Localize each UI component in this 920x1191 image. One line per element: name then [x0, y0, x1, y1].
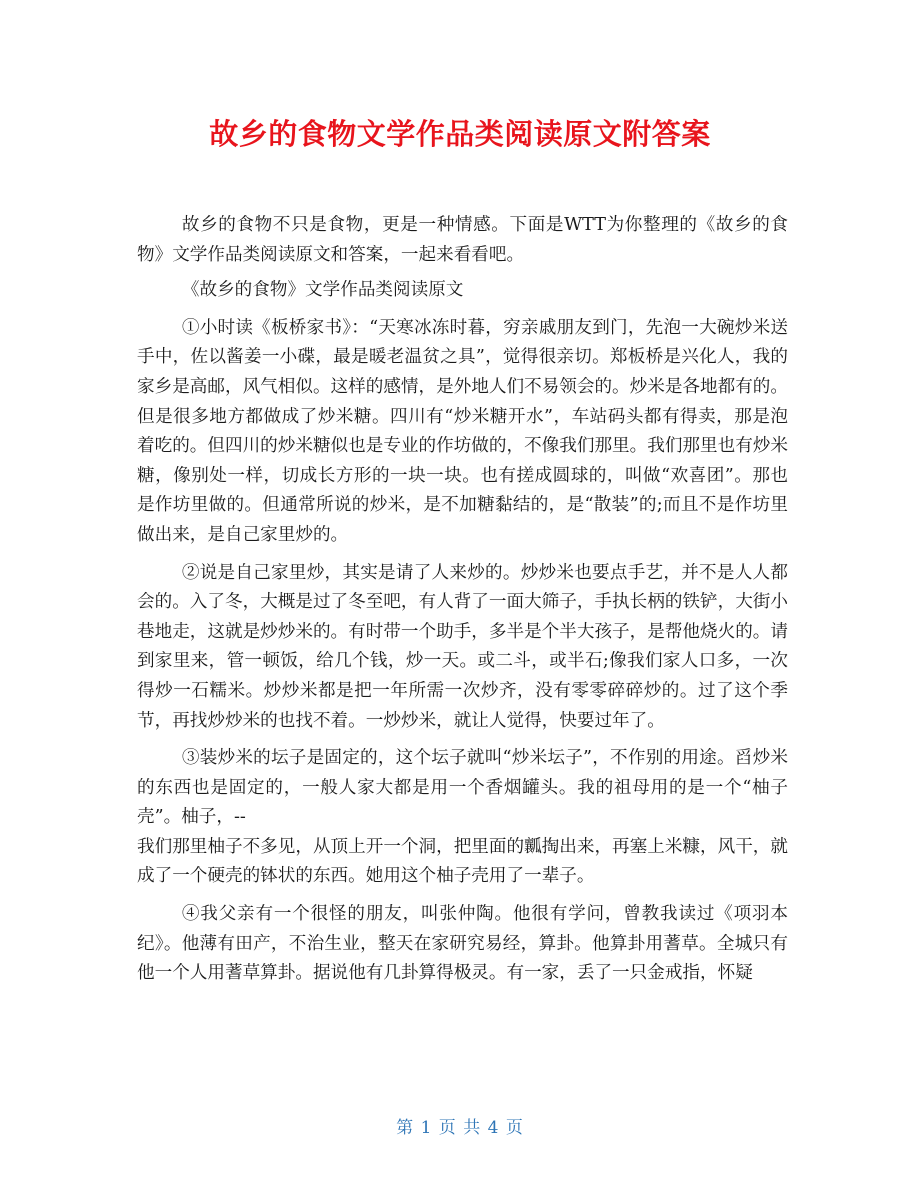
- paragraph-4: ④我父亲有一个很怪的朋友，叫张仲陶。他很有学问，曾教我读过《项羽本纪》。他薄有田产，不治生业，整天在家研究易经，算卦。他算卦用蓍草。全城只有他一个人用蓍草算卦。据说他有几卦算得极灵。有一家，丢了一只金戒指，怀疑: [137, 904, 788, 984]
- paragraph-1: ①小时读《板桥家书》：“天寒冰冻时暮，穷亲戚朋友到门，先泡一大碗炒米送手中，佐以酱姜一小碟，最是暖老温贫之具”，觉得很亲切。郑板桥是兴化人，我的家乡是高邮，风气相似。这样的感情，是外地人们不易领会的。炒米是各地都有的。但是很多地方都做成了炒米糖。四川有“炒米糖开水”，车站码头都有得卖，那是泡着吃的。但四川的炒米糖似也是专业的作坊做的，不像我们那里。我们那里也有炒米糖，像别处一样，切成长方形的一块一块。也有搓成圆球的，叫做“欢喜团”。那也是作坊里做的。但通常所说的炒米，是不加糖黏结的，是“散装”的;而且不是作坊里做出来，是自己家里炒的。: [137, 317, 788, 545]
- paragraph-3: ③装炒米的坛子是固定的，这个坛子就叫“炒米坛子”，不作别的用途。舀炒米的东西也是固定的，一般人家大都是用一个香烟罐头。我的祖母用的是一个“柚子壳”。柚子，--: [137, 748, 788, 828]
- document-body: [137, 211, 788, 997]
- section-heading: 《故乡的食物》文学作品类阅读原文: [181, 280, 464, 301]
- document-title: 故乡的食物文学作品类阅读原文附答案: [209, 117, 711, 151]
- page-footer: 第 1 页 共 4 页: [396, 1118, 524, 1138]
- intro-paragraph: 故乡的食物不只是食物，更是一种情感。下面是WTT为你整理的《故乡的食物》文学作品类阅读原文和答案，一起来看看吧。: [137, 215, 788, 265]
- paragraph-3-continued: 我们那里柚子不多见，从顶上开一个洞，把里面的瓤掏出来，再塞上米糠，风干，就成了一个硬壳的钵状的东西。她用这个柚子壳用了一辈子。: [137, 836, 788, 887]
- paragraph-2: ②说是自己家里炒，其实是请了人来炒的。炒炒米也要点手艺，并不是人人都会的。入了冬，大概是过了冬至吧，有人背了一面大筛子，手执长柄的铁铲，大街小巷地走，这就是炒炒米的。有时带一个助手，多半是个半大孩子，是帮他烧火的。请到家里来，管一顿饭，给几个钱，炒一天。或二斗，或半石;像我们家人口多，一次得炒一石糯米。炒炒米都是把一年所需一次炒齐，没有零零碎碎炒的。过了这个季节，再找炒炒米的也找不着。一炒炒米，就让人觉得，快要过年了。: [137, 562, 788, 731]
